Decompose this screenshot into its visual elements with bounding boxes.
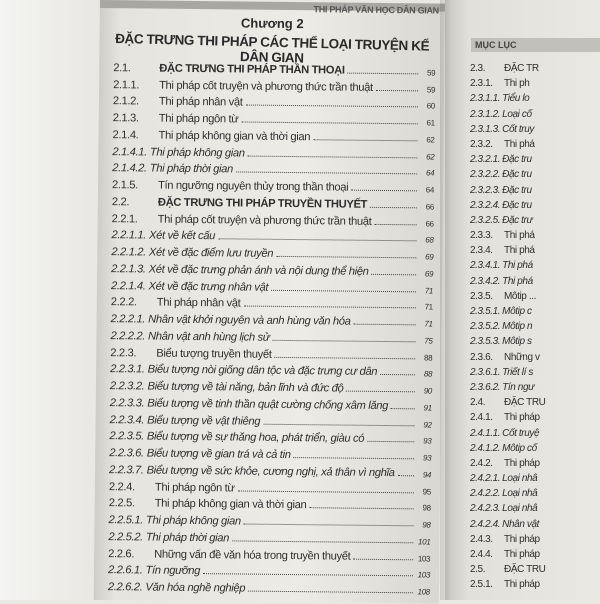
entry-title: Môtip cố	[502, 442, 537, 454]
toc-entry	[470, 291, 545, 306]
entry-number: 2.2.1.2.	[111, 246, 146, 259]
page-number: 101	[417, 537, 431, 547]
entry-number: 2.2.5.2.	[108, 530, 143, 544]
entry-number: 2.4.1.	[470, 412, 493, 424]
page-number: 108	[417, 587, 430, 597]
page-number: 62	[426, 135, 435, 145]
entry-title: Biểu tượng về vật thiêng	[147, 414, 261, 428]
entry-number: 2.3.2.1.	[470, 154, 501, 166]
toc-entry	[111, 241, 433, 261]
dot-leader	[313, 139, 417, 141]
entry-title: Thi phá	[504, 138, 535, 150]
entry-number: 2.1.5.	[111, 179, 139, 192]
toc-entry	[470, 63, 545, 78]
entry-title: Triết lí s	[502, 366, 533, 378]
entry-number: 2.3.2.4.	[470, 199, 501, 211]
entry-number: 2.4.2.2.	[470, 488, 501, 500]
entry-number: 2.2.3.6.	[109, 447, 144, 460]
page-number: 71	[424, 285, 434, 296]
entry-number: 2.2.2.2.	[110, 329, 146, 343]
entry-number: 2.2.4.	[108, 480, 135, 493]
toc-entry	[470, 412, 545, 427]
entry-number: 2.5.	[470, 564, 486, 576]
dot-leader	[376, 89, 418, 90]
page-number: 71	[424, 302, 433, 312]
entry-title: Thi phá	[504, 230, 535, 242]
toc-entry	[470, 443, 545, 458]
left-page	[94, 0, 445, 604]
entry-title: Môtip s	[502, 336, 532, 348]
toc-entry	[113, 57, 435, 77]
page-number: 66	[425, 218, 434, 229]
entry-number: 2.2.1.4.	[110, 279, 146, 292]
toc-entry	[470, 534, 545, 549]
dot-leader	[309, 507, 413, 509]
page-number: 103	[417, 570, 431, 580]
toc-entry	[470, 78, 545, 93]
toc-entry	[113, 124, 435, 144]
chapter-label: Chương 2	[240, 15, 304, 32]
page-number: 91	[423, 403, 432, 413]
entry-title: Nhân vật khởi nguyên và anh hùng văn hóa	[148, 313, 351, 328]
dot-leader	[218, 238, 416, 241]
entry-number: 2.2.3.2.	[109, 380, 145, 393]
dot-leader	[374, 223, 416, 224]
entry-number: 2.4.4.	[470, 549, 493, 560]
dot-leader	[346, 391, 415, 393]
toc-entry	[112, 208, 434, 228]
entry-number: 2.3.	[470, 63, 486, 74]
entry-title: Tiểu lo	[502, 93, 530, 105]
toc-entry	[470, 519, 545, 534]
entry-title: Loại nhâ	[502, 503, 538, 515]
entry-number: 2.2.2.	[110, 296, 137, 309]
toc-entry	[113, 107, 435, 127]
entry-title: Đặc tru	[502, 169, 532, 181]
toc-entry	[470, 230, 545, 245]
entry-title: Thi pháp không gian và thời gian	[158, 129, 311, 143]
entry-title: Xét về kết cấu	[149, 229, 216, 243]
toc-entry	[470, 503, 545, 518]
toc-entry	[470, 382, 545, 397]
dot-leader	[367, 441, 414, 442]
entry-number: 2.3.1.	[470, 78, 493, 90]
entry-number: 2.1.	[113, 61, 131, 75]
entry-title: Đặc tru	[502, 154, 532, 166]
dot-leader	[248, 591, 413, 594]
dot-leader	[353, 558, 413, 560]
entry-title: Văn hóa nghề nghiệp	[145, 581, 246, 595]
entry-title: Biểu tượng về sức khỏe, cương nghị, xả thân vì nghĩa	[146, 464, 395, 479]
page-number: 61	[426, 118, 435, 128]
entry-title: Cốt truyệ	[502, 427, 540, 439]
toc-entry	[470, 473, 545, 488]
dot-leader	[398, 475, 415, 476]
entry-title: Thi pháp	[504, 533, 540, 545]
toc-entry	[470, 260, 545, 275]
toc-entry	[470, 336, 545, 351]
toc-entry	[470, 458, 545, 473]
dot-leader	[372, 274, 417, 275]
entry-number: 2.1.2.	[112, 95, 139, 108]
page-number: 64	[425, 185, 435, 195]
entry-title: Thi pháp ngôn từ	[154, 481, 235, 494]
dot-leader	[276, 256, 416, 258]
entry-number: 2.4.2.1.	[470, 473, 501, 485]
entry-number: 2.4.	[470, 397, 486, 409]
entry-number: 2.3.6.1.	[470, 366, 501, 378]
toc-entry	[470, 154, 545, 169]
toc-entry	[112, 191, 434, 211]
toc-entry	[470, 428, 545, 443]
entry-number: 2.3.1.2.	[470, 108, 501, 120]
toc-entry	[110, 392, 432, 412]
dot-leader	[236, 172, 417, 175]
toc-entry	[470, 139, 545, 154]
toc-entry	[111, 292, 433, 312]
entry-title: Thi ph	[504, 78, 530, 90]
entry-number: 2.3.4.1.	[470, 260, 501, 272]
toc-entry	[470, 306, 545, 321]
toc-entry	[470, 367, 545, 382]
toc-entry	[470, 352, 545, 367]
entry-number: 2.1.4.2.	[112, 162, 147, 175]
toc-entry	[470, 200, 545, 215]
entry-title: Môtip c	[502, 306, 532, 317]
toc-entry	[112, 141, 434, 161]
entry-number: 2.3.2.	[470, 138, 493, 150]
entry-number: 2.1.1.	[113, 78, 140, 91]
toc-entry	[109, 442, 431, 462]
dot-leader	[348, 72, 419, 74]
page-number: 93	[423, 436, 432, 446]
entry-title: Thi pháp nhân vật	[156, 296, 241, 310]
entry-title: Thi pháp cốt truyện và phương thức trần thuật	[157, 213, 372, 228]
toc-entry	[108, 509, 430, 529]
toc-entry	[470, 276, 545, 291]
dot-leader	[246, 105, 418, 108]
page-number: 69	[424, 269, 434, 279]
dot-leader	[272, 340, 415, 342]
entry-number: 2.2.3.5.	[109, 430, 145, 443]
dot-leader	[354, 324, 416, 326]
page-number: 94	[422, 470, 432, 480]
entry-number: 2.3.6.	[470, 351, 493, 363]
toc-entry	[110, 375, 432, 395]
entry-title: Biểu tượng về gian trá và cả tin	[146, 447, 291, 462]
dot-leader	[263, 423, 414, 426]
toc-entry	[470, 245, 545, 260]
toc-entry	[470, 321, 545, 336]
entry-title: Thi phá	[504, 245, 535, 257]
toc-entry	[108, 576, 430, 596]
entry-number: 2.1.4.	[112, 128, 139, 142]
entry-title: Cốt truy	[502, 123, 534, 135]
entry-title: Xét về đặc trưng nhân vật	[148, 280, 269, 294]
entry-number: 2.3.1.1.	[470, 93, 501, 105]
page-number: 93	[422, 453, 432, 463]
entry-title: ĐẶC TRU	[504, 397, 546, 409]
entry-title: Thi pháp không gian	[146, 514, 241, 528]
entry-number: 2.2.1.	[111, 212, 138, 225]
dot-leader	[238, 490, 414, 493]
toc-entry	[110, 409, 432, 429]
right-page	[445, 0, 600, 600]
entry-title: Thi pháp	[504, 549, 540, 560]
toc-entry	[111, 258, 433, 278]
entry-number: 2.4.1.1.	[470, 427, 501, 439]
toc-entry	[108, 543, 430, 563]
entry-number: 2.2.6.	[108, 547, 135, 560]
entry-number: 2.3.2.2.	[470, 169, 501, 181]
page-number: 75	[424, 336, 433, 346]
entry-title: Loại cố	[502, 108, 532, 120]
page-number: 59	[427, 68, 436, 78]
entry-number: 2.4.2.	[470, 457, 493, 469]
entry-title: Đặc tru	[502, 184, 532, 196]
entry-title: Thi phá	[502, 275, 533, 287]
toc-entry	[110, 359, 432, 379]
toc-entry	[111, 225, 433, 245]
entry-title: Thi pháp không gian và thời gian	[154, 497, 307, 512]
contents-header: MỤC LỤC	[471, 38, 600, 52]
entry-number: 2.1.4.1.	[112, 145, 148, 158]
page-number: 95	[422, 486, 431, 496]
toc-entry	[112, 174, 434, 194]
page-number: 60	[426, 101, 435, 111]
entry-title: Tín ngư	[502, 381, 535, 393]
dot-leader	[271, 289, 416, 292]
entry-number: 2.3.5.3.	[470, 336, 501, 348]
toc-entry	[109, 493, 431, 513]
entry-number: 2.2.5.1.	[108, 514, 144, 527]
page-number: 69	[425, 252, 434, 262]
dot-leader	[275, 356, 416, 358]
entry-title: Loại nhâ	[502, 473, 538, 485]
toc-entry	[470, 564, 545, 579]
dot-leader	[241, 121, 417, 124]
entry-title: Xét về đặc điểm lưu truyền	[148, 246, 274, 260]
entry-title: Thi pháp cốt truyện và phương thức trần thuật	[159, 79, 373, 94]
entry-title: Tín ngưỡng	[145, 564, 201, 578]
table-of-contents-right	[470, 63, 545, 595]
entry-title: Loại nhâ	[502, 488, 538, 500]
page-number: 59	[426, 84, 436, 95]
dot-leader	[243, 306, 415, 309]
entry-title: Đặc trư	[502, 214, 533, 226]
entry-title: Nhân vật anh hùng lịch sử	[147, 330, 270, 344]
toc-entry	[470, 549, 545, 564]
entry-title: Môtip n	[502, 321, 533, 333]
entry-title: ĐẶC TRU	[504, 564, 546, 576]
entry-title: Thi pháp ngôn từ	[158, 112, 239, 126]
toc-entry	[470, 124, 545, 139]
toc-entry	[111, 308, 433, 328]
entry-title: Thi pháp thời gian	[149, 162, 234, 176]
entry-title: ĐẶC TR	[504, 63, 539, 74]
entry-title: Thi pháp không gian	[149, 146, 245, 160]
running-head: THI PHÁP VĂN HỌC DÂN GIAN	[313, 4, 439, 16]
page-number: 103	[417, 553, 431, 563]
entry-title: Nhân vật	[502, 518, 539, 530]
entry-number: 2.2.	[111, 195, 130, 209]
page-number: 68	[425, 235, 434, 245]
page-number: 66	[425, 202, 434, 212]
entry-number: 2.2.3.	[110, 346, 137, 359]
entry-number: 2.3.3.	[470, 230, 493, 242]
entry-number: 2.4.2.3.	[470, 503, 501, 515]
entry-title: Biểu tượng truyền thuyết	[156, 347, 272, 361]
dot-leader	[370, 207, 417, 208]
entry-title: Những v	[504, 351, 540, 363]
entry-title: Biểu tượng về tài năng, bản lĩnh và đức độ	[147, 380, 344, 395]
toc-entry	[470, 215, 545, 230]
entry-number: 2.3.4.2.	[470, 275, 501, 287]
entry-number: 2.2.1.3.	[111, 262, 146, 276]
toc-entry	[113, 74, 435, 94]
entry-title: Tín ngưỡng nguyên thủy trong thần thoại	[157, 179, 349, 194]
entry-title: Môtip ...	[504, 290, 536, 302]
toc-entry	[470, 169, 545, 184]
table-of-contents	[108, 57, 436, 596]
toc-entry	[110, 342, 432, 362]
entry-number: 2.2.6.2.	[107, 581, 143, 594]
entry-title: Thi pháp	[504, 457, 540, 469]
dot-leader	[391, 408, 415, 409]
toc-entry	[108, 526, 430, 546]
entry-title: ĐẶC TRƯNG THI PHÁP TRUYỀN THUYẾT	[157, 196, 368, 211]
entry-number: 2.3.5.	[470, 290, 493, 302]
entry-number: 2.2.1.1.	[111, 229, 147, 242]
page-number: 98	[422, 503, 431, 513]
page-number: 98	[422, 520, 431, 530]
background-surface	[0, 0, 108, 600]
entry-title: Những vấn đề văn hóa trong truyền thuyết	[154, 548, 351, 563]
entry-number: 2.2.5.	[108, 497, 135, 510]
dot-leader	[232, 540, 413, 543]
entry-number: 2.2.2.1.	[110, 313, 146, 326]
entry-title: Thi phá	[502, 260, 533, 272]
dot-leader	[248, 155, 418, 158]
entry-number: 2.3.2.3.	[470, 184, 501, 196]
dot-leader	[351, 190, 417, 192]
toc-entry	[470, 109, 545, 124]
dot-leader	[203, 573, 413, 576]
entry-number: 2.3.4.	[470, 245, 493, 257]
page-number: 88	[424, 352, 433, 362]
page-number: 88	[423, 369, 433, 379]
toc-entry	[111, 275, 433, 295]
page-number: 64	[425, 168, 435, 178]
toc-entry	[108, 560, 430, 580]
toc-entry	[470, 185, 545, 200]
toc-entry	[109, 459, 431, 479]
entry-number: 2.3.1.3.	[470, 123, 501, 135]
entry-title: Đặc tru	[502, 199, 532, 211]
entry-title: Thi pháp	[504, 412, 540, 424]
toc-entry	[470, 488, 545, 503]
dot-leader	[294, 457, 415, 459]
entry-number: 2.4.3.	[470, 533, 493, 545]
entry-title: Xét về đặc trưng phản ánh và nội dung thể hiện	[148, 263, 369, 278]
page-number: 90	[423, 386, 432, 396]
entry-title: Thi pháp nhân vật	[158, 95, 243, 109]
entry-title: ĐẶC TRƯNG THI PHÁP THẦN THOẠI	[159, 62, 345, 77]
toc-entry	[470, 579, 545, 594]
dot-leader	[380, 374, 415, 375]
toc-entry	[113, 91, 435, 111]
entry-number: 2.1.3.	[112, 112, 139, 125]
entry-number: 2.5.1.	[470, 579, 493, 591]
toc-entry	[470, 93, 545, 108]
entry-number: 2.3.5.2.	[470, 321, 501, 333]
toc-entry	[470, 397, 545, 412]
entry-number: 2.3.2.5.	[470, 214, 501, 226]
entry-title: Biểu tượng về sự thăng hoa, phát triển, giàu có	[146, 430, 365, 446]
chapter-title: ĐẶC TRƯNG THI PHÁP CÁC THỂ LOẠI TRUYỆN KỂ DÂN GIAN	[115, 30, 430, 66]
page-number: 92	[423, 419, 432, 429]
toc-entry	[109, 426, 431, 446]
page-number: 71	[424, 319, 433, 329]
entry-title: Biểu tượng nòi giống dân tộc và đặc trưng cư dân	[147, 363, 378, 379]
book-gutter-shadow	[440, 0, 452, 600]
entry-number: 2.3.5.1.	[470, 306, 501, 317]
entry-number: 2.2.3.4.	[109, 413, 145, 426]
entry-title: Biểu tượng về tinh thần quật cường chống xâm lăng	[147, 397, 389, 412]
toc-entry	[112, 158, 434, 178]
page-number: 62	[426, 151, 435, 162]
entry-number: 2.2.3.3.	[109, 396, 145, 410]
entry-number: 2.2.3.7.	[109, 463, 144, 477]
entry-number: 2.2.3.1.	[110, 363, 145, 376]
entry-title: Thi pháp	[504, 579, 540, 591]
toc-entry	[110, 325, 432, 345]
entry-number: 2.4.1.2.	[470, 442, 501, 454]
entry-title: Thi pháp thời gian	[145, 531, 230, 545]
entry-number: 2.4.2.4.	[470, 518, 501, 530]
entry-number: 2.2.6.1.	[107, 564, 143, 577]
toc-entry	[109, 476, 431, 496]
dot-leader	[244, 524, 414, 527]
entry-number: 2.3.6.2.	[470, 381, 501, 393]
